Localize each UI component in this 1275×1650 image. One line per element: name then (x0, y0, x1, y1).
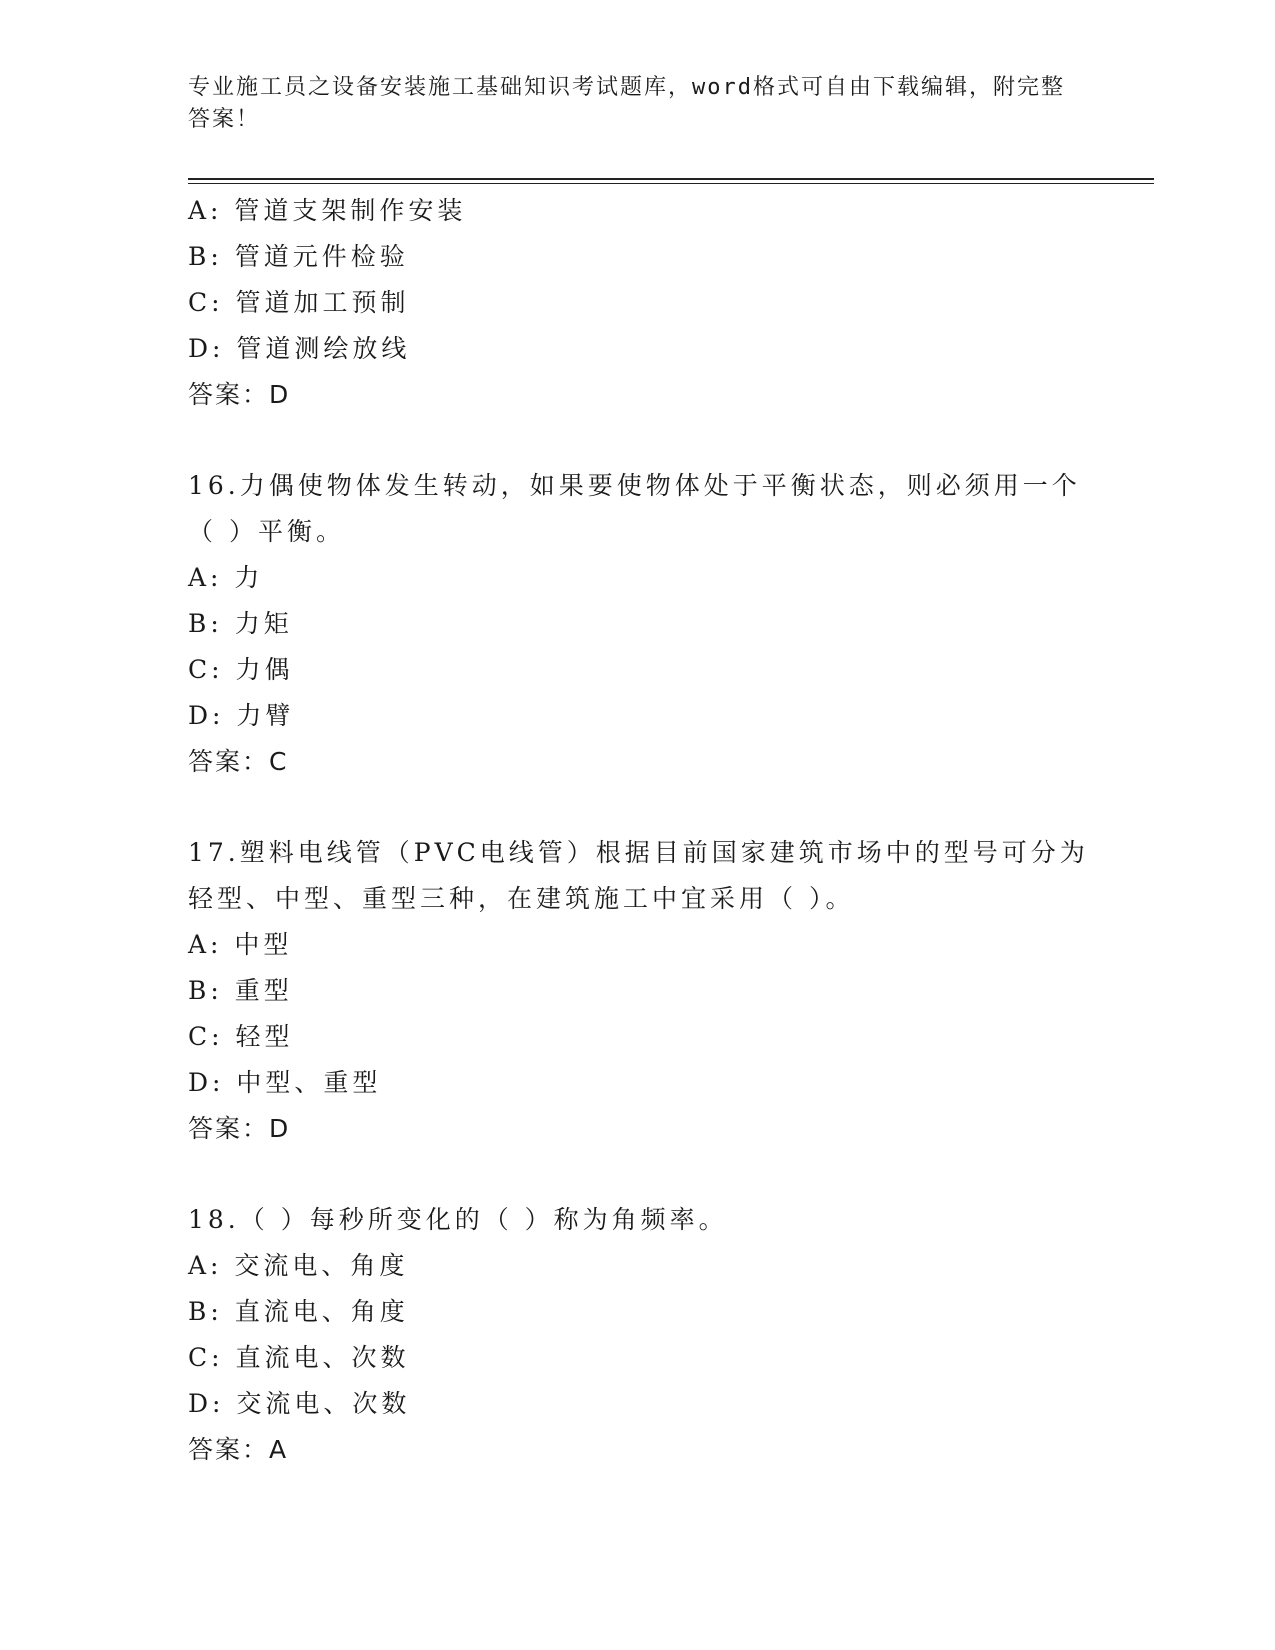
question-15 (188, 188, 1088, 418)
question-16 (188, 463, 1088, 785)
option-b: B: 力矩 (188, 609, 293, 638)
header-divider-thin (188, 183, 1154, 184)
answer: 答案：D (188, 1114, 291, 1143)
option-d: D: 中型、重型 (188, 1068, 382, 1097)
answer: 答案：A (188, 1435, 289, 1464)
option-a: A: 交流电、角度 (188, 1251, 409, 1280)
option-b: B: 管道元件检验 (188, 242, 409, 271)
option-d: D: 力臂 (188, 701, 295, 730)
option-b: B: 直流电、角度 (188, 1297, 409, 1326)
question-17 (188, 830, 1088, 1152)
option-c: C: 管道加工预制 (188, 288, 410, 317)
option-d: D: 交流电、次数 (188, 1389, 411, 1418)
question-list (188, 188, 1088, 1518)
option-c: C: 直流电、次数 (188, 1343, 410, 1372)
header-divider-thick (188, 178, 1154, 180)
option-b: B: 重型 (188, 976, 293, 1005)
question-18 (188, 1197, 1088, 1473)
question-stem-line2: 轻型、中型、重型三种，在建筑施工中宜采用（ ）。 (188, 884, 855, 913)
answer: 答案：D (188, 380, 291, 409)
option-c: C: 轻型 (188, 1022, 294, 1051)
question-stem-line2: （ ）平衡。 (188, 517, 345, 546)
option-a: A: 中型 (188, 930, 293, 959)
answer: 答案：C (188, 747, 289, 776)
option-a: A: 管道支架制作安装 (188, 196, 467, 225)
option-c: C: 力偶 (188, 655, 294, 684)
option-a: A: 力 (188, 563, 264, 592)
question-stem-line1: 18.（ ）每秒所变化的（ ）称为角频率。 (188, 1205, 728, 1234)
question-stem-line1: 17.塑料电线管（PVC电线管）根据目前国家建筑市场中的型号可分为 (188, 838, 1089, 867)
document-header: 专业施工员之设备安装施工基础知识考试题库，word格式可自由下载编辑，附完整答案！ (188, 75, 1065, 132)
option-d: D: 管道测绘放线 (188, 334, 411, 363)
question-stem-line1: 16.力偶使物体发生转动，如果要使物体处于平衡状态，则必须用一个 (188, 471, 1081, 500)
